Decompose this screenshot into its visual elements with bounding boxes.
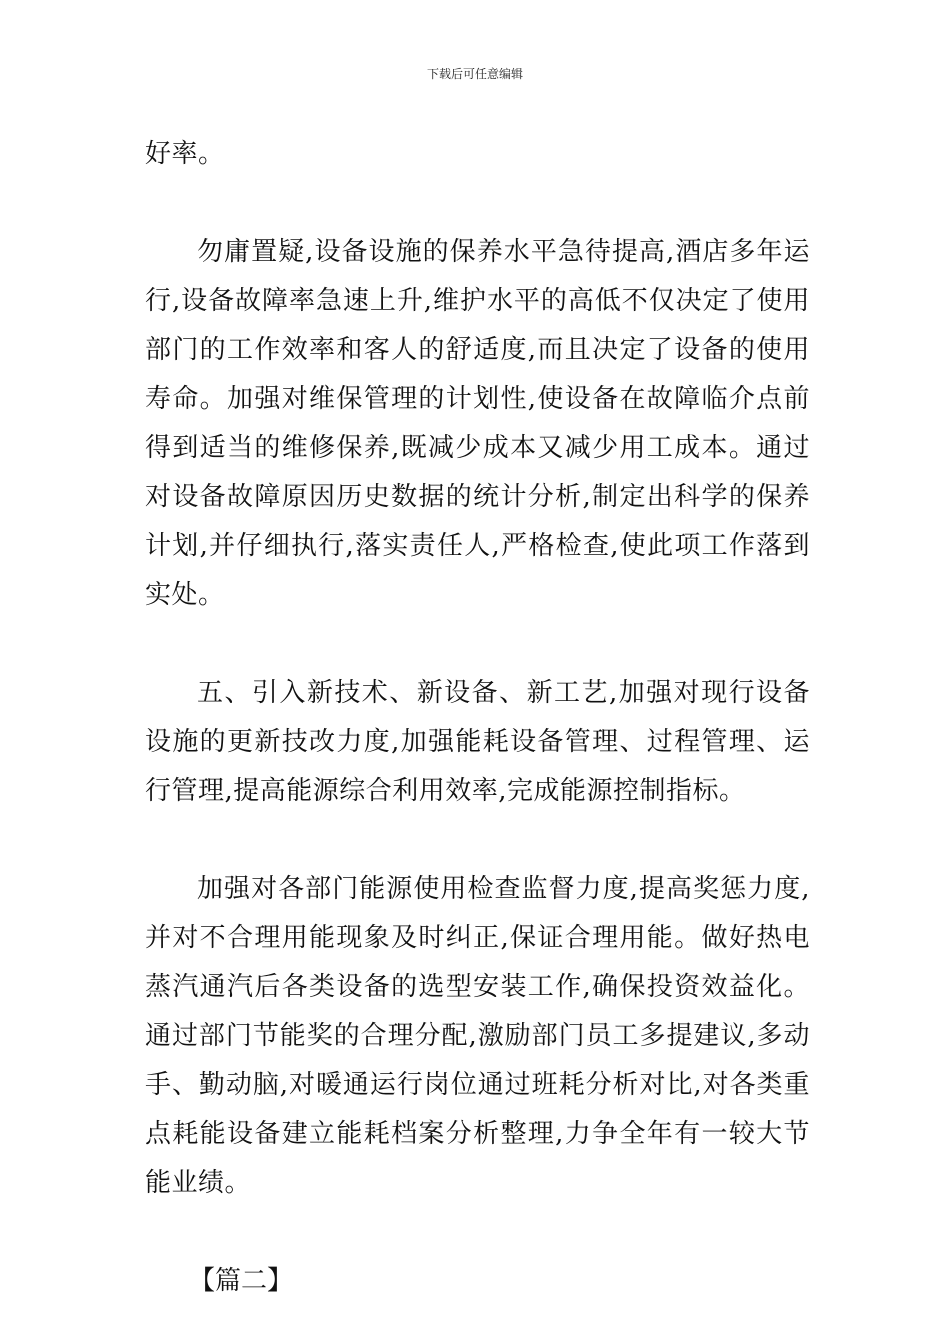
- paragraph-continuation: 好率。: [145, 139, 225, 169]
- paragraph-gap: [145, 816, 810, 865]
- paragraph-item-five: 五、引入新技术、新设备、新工艺,加强对现行设备设施的更新技改力度,加强能耗设备管理、过程管理、运行管理,提高能源综合利用效率,完成能源控制指标。: [145, 678, 810, 806]
- document-body: [145, 130, 810, 1306]
- paragraph-energy-supervision: 加强对各部门能源使用检查监督力度,提高奖惩力度,并对不合理用能现象及时纠正,保证合理用能。做好热电蒸汽通汽后各类设备的选型安装工作,确保投资效益化。通过部门节能奖的合理分配,激励部门员工多提建议,多动手、勤动脑,对暖通运行岗位通过班耗分析对比,对各类重点耗能设备建立能耗档案分析整理,力争全年有一较大节能业绩。: [145, 874, 810, 1198]
- paragraph-gap: [145, 179, 810, 228]
- section-title: 【篇二】: [189, 1266, 294, 1296]
- paragraph-gap: [145, 620, 810, 669]
- page-header: 下载后可任意编辑: [426, 67, 523, 81]
- paragraph-gap: [145, 1208, 810, 1257]
- paragraph-maintenance: 勿庸置疑,设备设施的保养水平急待提高,酒店多年运行,设备故障率急速上升,维护水平的高低不仅决定了使用部门的工作效率和客人的舒适度,而且决定了设备的使用寿命。加强对维保管理的计划性,使设备在故障临介点前得到适当的维修保养,既减少成本又减少用工成本。通过对设备故障原因历史数据的统计分析,制定出科学的保养计划,并仔细执行,落实责任人,严格检查,使此项工作落到实处。: [145, 237, 810, 610]
